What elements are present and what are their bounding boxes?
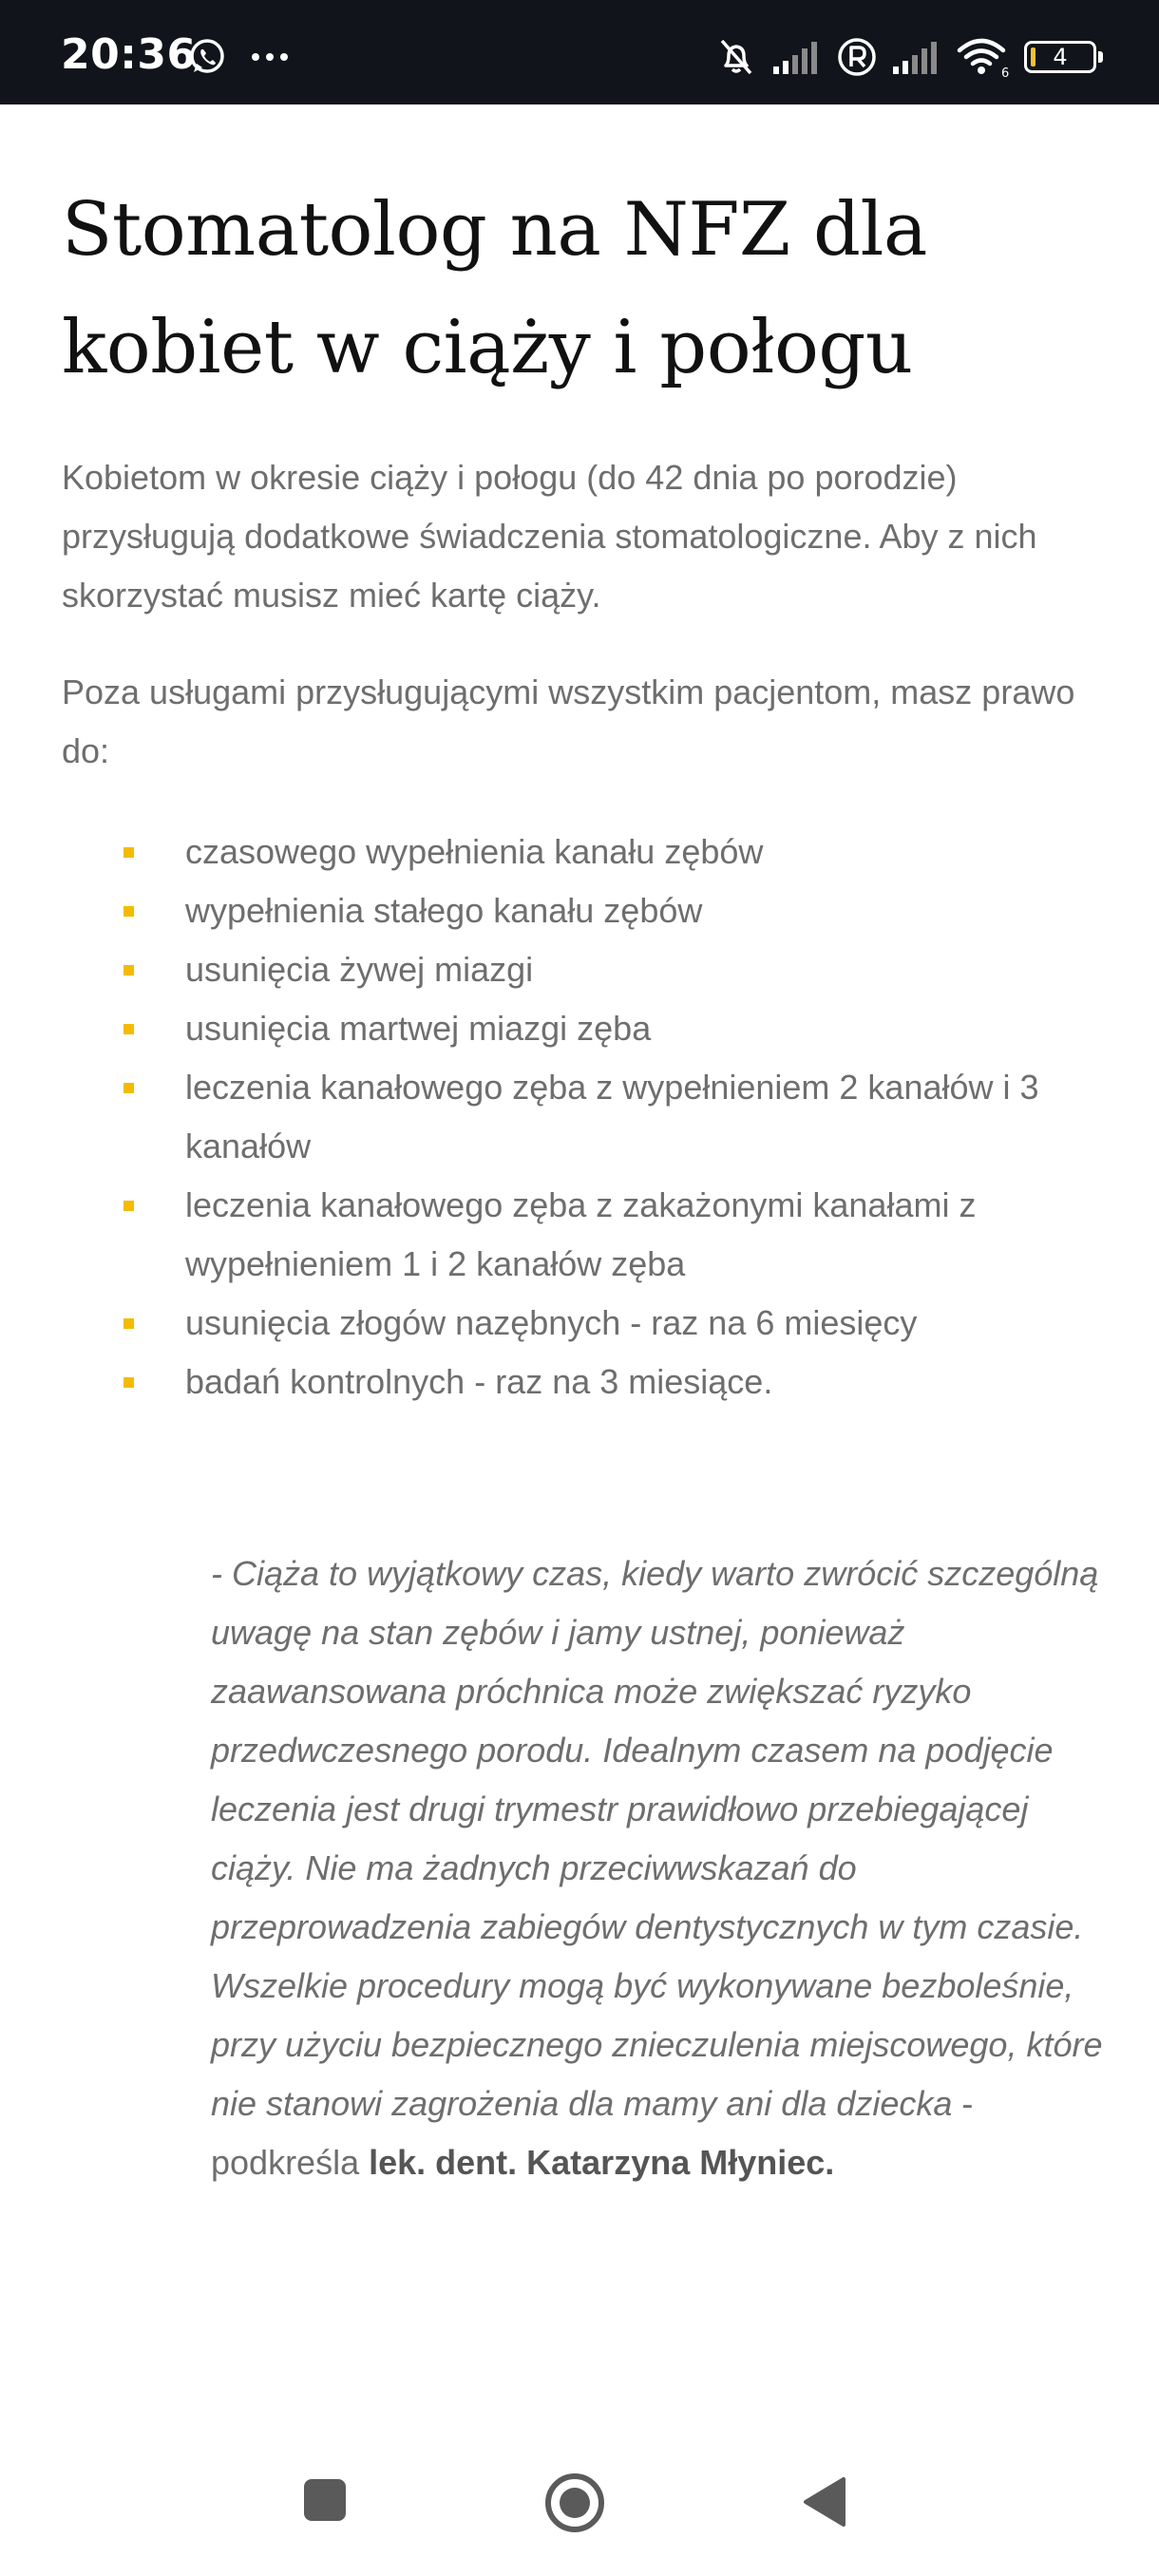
list-item: [62, 940, 1107, 999]
list-item: [62, 1058, 1107, 1176]
bullet-icon: [124, 965, 134, 975]
bullet-icon: [124, 1377, 134, 1388]
wifi-label: 6: [1001, 66, 1010, 79]
more-dots-icon: [249, 47, 291, 66]
list-item-text: leczenia kanałowego zęba z zakażonymi kanałami z wypełnieniem 1 i 2 kanałów zęba: [185, 1185, 977, 1283]
intro-paragraph: Kobietom w okresie ciąży i połogu (do 42 dnia po porodzie) przysługują dodatkowe świadczenia stomatologiczne. Aby z nich skorzystać musisz mieć kartę ciąży.: [62, 458, 1037, 615]
bullet-icon: [124, 847, 134, 858]
bullet-icon: [124, 1024, 134, 1034]
bullet-icon: [124, 906, 134, 917]
list-item: [62, 1353, 1107, 1411]
back-icon[interactable]: [802, 2475, 847, 2529]
list-item: [62, 823, 1107, 881]
bell-muted-icon: [714, 35, 758, 79]
list-item-text: usunięcia złogów nazębnych - raz na 6 miesięcy: [185, 1303, 918, 1342]
list-item-text: badań kontrolnych - raz na 3 miesiące.: [185, 1362, 773, 1401]
page-title: Stomatolog na NFZ dla kobiet w ciąży i połogu: [62, 187, 927, 390]
bullet-icon: [124, 1318, 134, 1329]
list-item-text: czasowego wypełnienia kanału zębów: [185, 832, 764, 871]
navigation-bar: [0, 2432, 1159, 2576]
list-item-text: usunięcia żywej miazgi: [185, 950, 534, 989]
battery-level: 4: [1053, 44, 1068, 70]
signal-icon: [771, 38, 823, 76]
wifi-icon: [956, 35, 1011, 79]
rights-intro-paragraph: Poza usługami przysługującymi wszystkim pacjentom, masz prawo do:: [62, 672, 1075, 770]
roaming-r-icon: [836, 36, 878, 78]
bullet-icon: [124, 1083, 134, 1093]
list-item: [62, 999, 1107, 1058]
list-item-text: usunięcia martwej miazgi zęba: [185, 1009, 652, 1048]
list-item: [62, 1294, 1107, 1353]
quote-attribution: - podkreśla: [211, 2084, 974, 2182]
article-content: [62, 171, 1107, 2192]
status-time: 20:36: [61, 30, 197, 79]
list-item: [62, 1176, 1107, 1294]
recent-apps-icon[interactable]: [302, 2477, 348, 2523]
list-item-text: leczenia kanałowego zęba z wypełnieniem 2 kanałów i 3 kanałów: [185, 1068, 1039, 1165]
quote-text: - Ciąża to wyjątkowy czas, kiedy warto zwrócić szczególną uwagę na stan zębów i jamy ustnej, ponieważ zaawansowana próchnica może zwiększać ryzyko przedwczesnego porodu. Idealnym czasem na podjęcie leczenia jest drugi trymestr prawidłowo przebiegającej ciąży. Nie ma żadnych przeciwwskazań do przeprowadzenia zabiegów dentystycznych w tym czasie. Wszelkie procedury mogą być wykonywane bezboleśnie, przy użyciu bezpiecznego znieczulenia miejscowego, które nie stanowi zagrożenia dla mamy ani dla dziecka: [211, 1554, 1103, 2123]
status-right-icons: [714, 28, 1096, 85]
benefits-list: [62, 823, 1107, 1411]
list-item: [62, 881, 1107, 940]
quote-author: lek. dent. Katarzyna Młyniec.: [369, 2143, 835, 2182]
home-icon[interactable]: [543, 2472, 606, 2534]
list-item-text: wypełnienia stałego kanału zębów: [185, 891, 703, 930]
status-left-icons: [186, 34, 291, 80]
quote-block: [211, 1544, 1107, 2192]
bullet-icon: [124, 1201, 134, 1211]
whatsapp-icon: [186, 36, 228, 78]
signal-icon: [891, 38, 942, 76]
status-bar: [0, 0, 1159, 104]
battery-icon: [1024, 41, 1096, 73]
